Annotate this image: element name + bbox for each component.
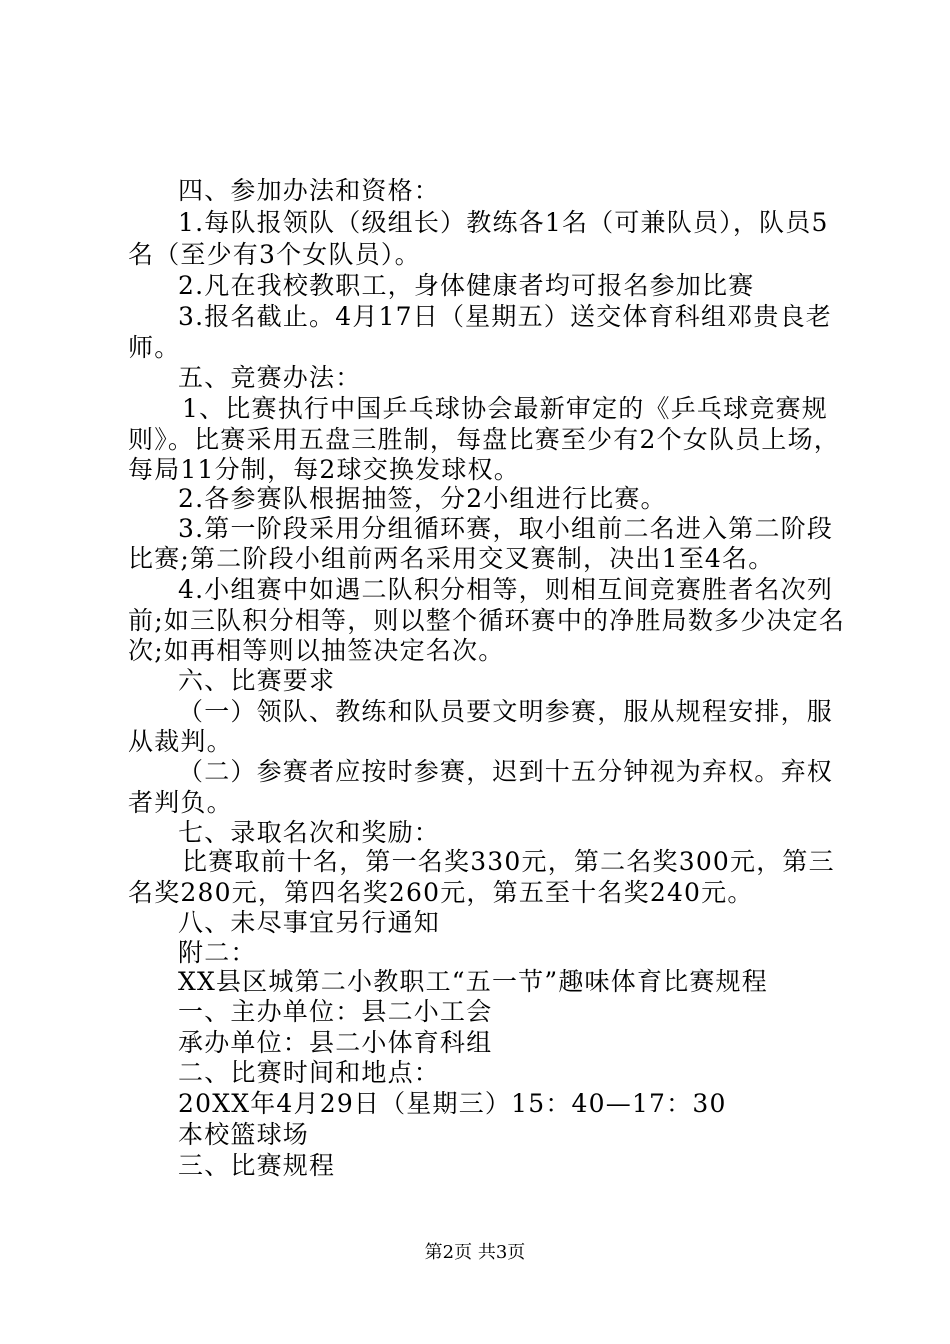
- text-line: （二）参赛者应按时参赛，迟到十五分钟视为弃权。弃权: [178, 757, 834, 786]
- text-line: 3.报名截止。4月17日（星期五）送交体育科组邓贵良老: [178, 302, 832, 331]
- text-line: 四、参加办法和资格：: [178, 176, 441, 205]
- text-line: 七、录取名次和奖励：: [178, 818, 441, 847]
- text-line: 二、比赛时间和地点：: [178, 1058, 441, 1087]
- text-line: 五、竞赛办法：: [178, 363, 362, 392]
- text-line: 本校篮球场: [178, 1120, 310, 1149]
- text-line: 名奖280元，第四名奖260元，第五至十名奖240元。: [128, 878, 754, 907]
- text-line: XX县区城第二小教职工“五一节”趣味体育比赛规程: [178, 967, 768, 996]
- text-line: 1.每队报领队（级组长）教练各1名（可兼队员），队员5: [178, 208, 829, 237]
- page-number-footer: 第2页 共3页: [424, 1242, 526, 1263]
- text-line: 2.凡在我校教职工，身体健康者均可报名参加比赛: [178, 271, 755, 300]
- text-line: 次;如再相等则以抽签决定名次。: [128, 636, 505, 665]
- text-line: 者判负。: [128, 788, 233, 817]
- text-line: 比赛;第二阶段小组前两名采用交叉赛制，决出1至4名。: [128, 544, 775, 573]
- text-line: 比赛取前十名，第一名奖330元，第二名奖300元，第三: [182, 847, 835, 876]
- text-line: 20XX年4月29日（星期三）15：40—17：30: [178, 1089, 727, 1118]
- text-line: 六、比赛要求: [178, 666, 336, 695]
- text-line: 师。: [128, 333, 181, 362]
- text-line: 3.第一阶段采用分组循环赛，取小组前二名进入第二阶段: [178, 514, 834, 543]
- text-line: 则》。比赛采用五盘三胜制，每盘比赛至少有2个女队员上场，: [128, 425, 841, 454]
- text-line: 前;如三队积分相等，则以整个循环赛中的净胜局数多少决定名: [128, 606, 846, 635]
- text-line: 2.各参赛队根据抽签，分2小组进行比赛。: [178, 484, 667, 513]
- text-line: 一、主办单位：县二小工会: [178, 997, 493, 1026]
- text-line: 4.小组赛中如遇二队积分相等，则相互间竞赛胜者名次列: [178, 575, 834, 604]
- text-line: 三、比赛规程: [178, 1151, 336, 1180]
- text-line: 每局11分制，每2球交换发球权。: [128, 455, 520, 484]
- text-line: 附二：: [178, 938, 257, 967]
- text-line: 从裁判。: [128, 727, 233, 756]
- text-line: 承办单位：县二小体育科组: [178, 1028, 493, 1057]
- text-line: 1、比赛执行中国乒乓球协会最新审定的《乒乓球竞赛规: [182, 394, 828, 423]
- text-line: 名（至少有3个女队员）。: [128, 240, 421, 269]
- text-line: （一）领队、教练和队员要文明参赛，服从规程安排，服: [178, 697, 834, 726]
- text-line: 八、未尽事宜另行通知: [178, 908, 441, 937]
